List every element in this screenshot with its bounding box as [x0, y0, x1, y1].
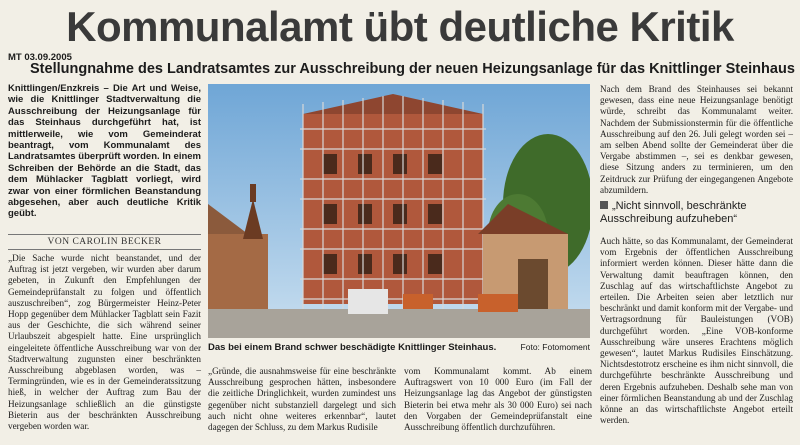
headline: Kommunalamt übt deutliche Kritik [66, 3, 734, 50]
article-photo [208, 84, 590, 338]
quote-marker-icon [600, 201, 608, 209]
column-1-body: „Die Sache wurde nicht beanstandet, und der Auftrag ist jetzt vergeben, wir wurden aber darum gebeten, in Zukunft den Empfehlungen der Gemeindeprüfanstalt zu folgen und öffentlich auszuschreiben“, zog Bürgermeister Heinz-Peter Hopp gegenüber dem Mühlacker Tagblatt sein Fazit aus der Geschichte, die sich während seiner Urlaubszeit abgespielt hatte. Eine ursprünglich eingeleitete öffentliche Ausschreibung war von der Stadtverwaltung zugunsten einer beschränkten Ausschreibung abgeblasen worden, was – Termingründen, wie es in der Gemeinderatssitzung hieß, in welcher der Auftrag zum Bau der Heizungsanlage schließlich an die günstigste Bieterin aus der beschränkten Ausschreibung vergeben worden war. [8, 253, 201, 432]
column-4-bottom: Auch hätte, so das Kommunalamt, der Gemeinderat vom Ergebnis der öffentlichen Ausschreibung informiert werden können. Dieser hätte dann die Verwaltung damit beauftragen können, den Zuschlag auf das wirtschaftlichste Angebot zu erteilen. Die Arbeiten seien aber letztlich nur beschränkt und damit konform mit der Vergabe- und Vertragsordnung für Bauleistungen (VOB) durchgeführt worden. „Eine VOB-konforme Ausschreibung wäre unseres Erachtens möglich gewesen“, lautet Markus Rudisiles Einschätzung. Nichtsdestotrotz erscheine es ihm nicht sinnvoll, die durchgeführte beschränkte Ausschreibung und deren Ergebnis aufzuheben. Deshalb sehe man von einer förmlichen Beanstandung ab und der Zuschlag könne an das wirtschaftlichste Angebot erteilt werden. [600, 236, 793, 426]
pull-quote-text: „Nicht sinnvoll, beschränkte Ausschreibung aufzuheben“ [600, 200, 747, 225]
subheadline: Stellungnahme des Landratsamtes zur Ausschreibung der neuen Heizungsanlage für das Knittlinger Steinhaus [30, 61, 795, 77]
column-3-body: vom Kommunalamt kommt. Ab einem Auftragswert von 10 000 Euro (im Fall der Heizungsanlage lag das Angebot der günstigsten Bieterin bei etwa mehr als 30 000 Euro) sei nach den Vorgaben der Gemeindeprüfanstalt eine Ausschreibung öffentlich durchzuführen. [404, 366, 592, 433]
lead-paragraph: Knittlingen/Enzkreis – Die Art und Weise, wie die Knittlinger Stadtverwaltung die Ausschreibung der Heizungsanlage für das Steinhaus durchgeführt hat, ist mittlerweile, wie vom Gemeinderat beantragt, vom Kommunalamt des Landratsamtes überprüft worden. In einem Schreiben der Behörde an die Stadt, das dem Mühlacker Tagblatt vorliegt, wird zwar von einer förmlichen Beanstandung abgesehen, aber auch deutliche Kritik geübt. [8, 83, 201, 220]
byline: VON CAROLIN BECKER [8, 234, 201, 250]
photo-caption: Das bei einem Brand schwer beschädigte Knittlinger Steinhaus. [208, 342, 497, 353]
pull-quote [600, 200, 793, 226]
steinhaus-scaffolding-illustration [208, 84, 590, 338]
column-2-body: „Gründe, die ausnahmsweise für eine beschränkte Ausschreibung gesprochen hätten, insbesondere die zeitliche Dringlichkeit, wurden zumindest uns gegenüber nicht substanziell dargelegt und sich auch nicht ohne weiteres erkennbar“, lautet dagegen der Schluss, zu dem Markus Rudisile [208, 366, 396, 433]
photo-credit: Foto: Fotomoment [520, 342, 590, 352]
dateline: MT 03.09.2005 [8, 52, 72, 63]
column-4-top: Nach dem Brand des Steinhauses sei bekannt gewesen, dass eine neue Heizungsanlage benötigt würde, schreibt das Kommunalamt weiter. Nachdem der Submissionstermin für die öffentliche Ausschreibung auf den 26. Juli gelegt worden sei – am selben Abend sollte der Gemeinderat über die Vergabe abstimmen –, sei es denkbar gewesen, diese Sitzung anders zu terminieren, um den Zeitdruck zur Prüfung der eingegangenen Angebote abzumildern. [600, 84, 793, 195]
